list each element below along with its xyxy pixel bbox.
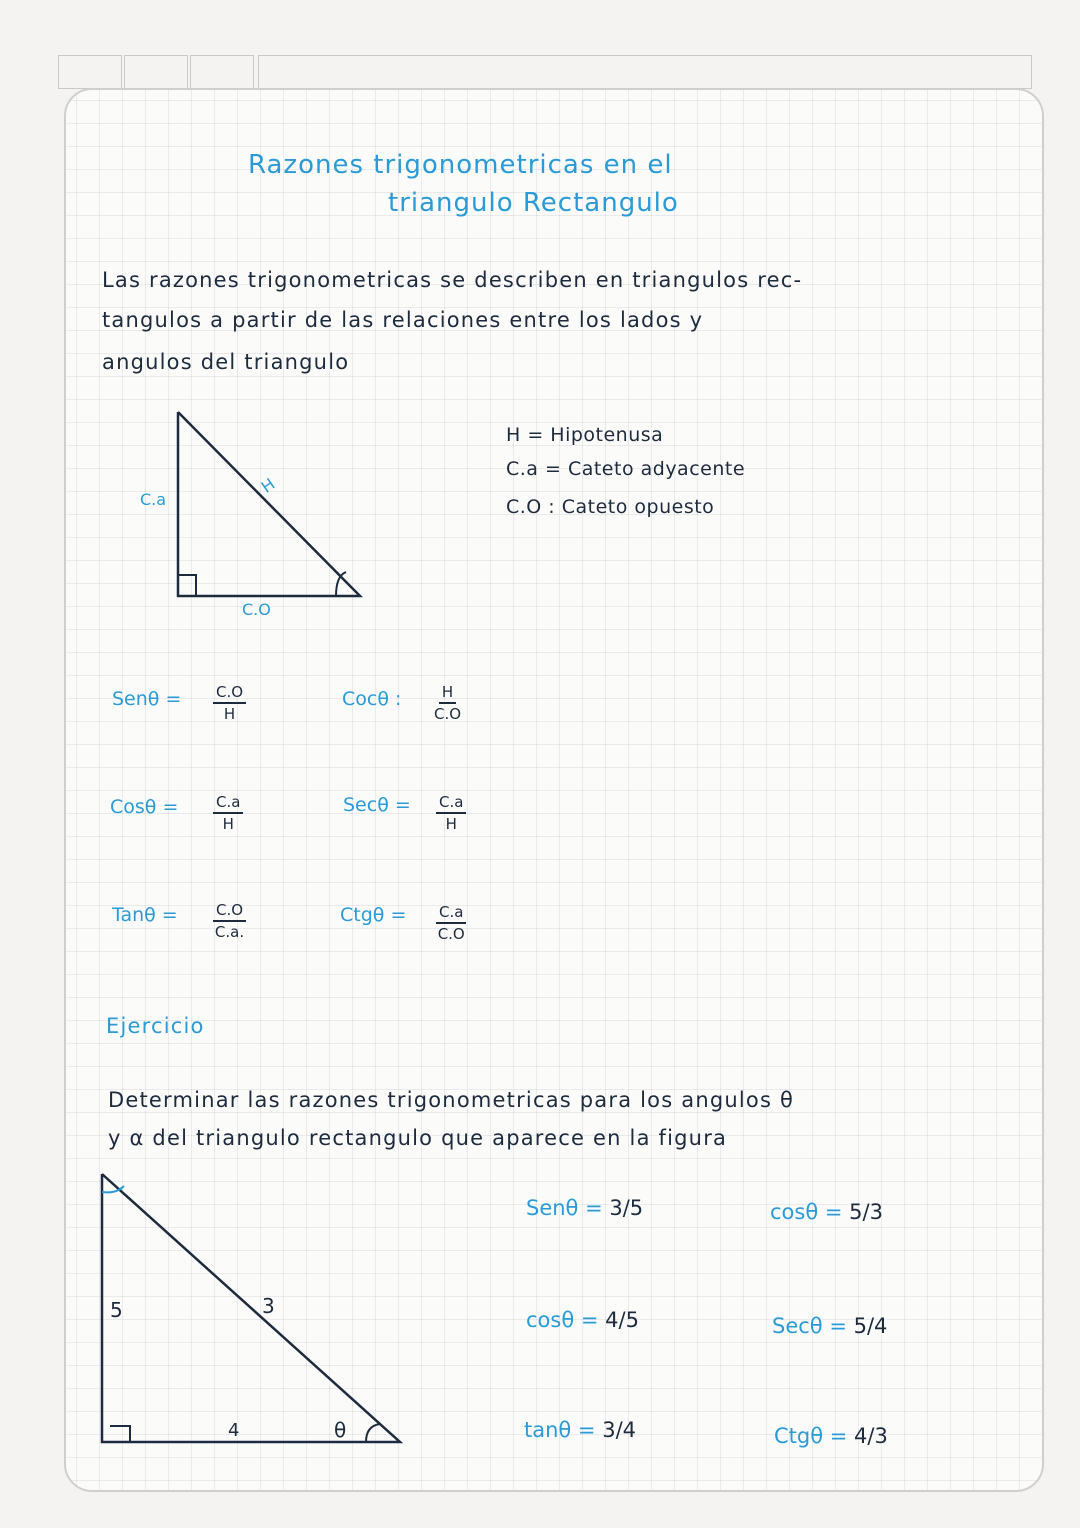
- diagram2-label-angle: θ: [334, 1418, 347, 1442]
- result-cos-2: [526, 1308, 639, 1332]
- result-sin-value: 3/5: [609, 1196, 644, 1220]
- result-tan-name: tanθ =: [524, 1418, 596, 1442]
- result-cos-2-name: cosθ =: [526, 1308, 599, 1332]
- formula-sec-num: C.a: [436, 794, 466, 814]
- formula-csc-den: C.O: [434, 705, 462, 723]
- formula-csc-name: Cocθ :: [342, 688, 402, 710]
- result-cos-2-value: 4/5: [605, 1308, 639, 1332]
- result-tan: [524, 1418, 636, 1442]
- result-sec-value: 5/4: [853, 1314, 888, 1338]
- legend-item-adj: C.a = Cateto adyacente: [506, 458, 746, 480]
- formula-tan-name: Tanθ =: [112, 904, 178, 926]
- exercise-heading: Ejercicio: [106, 1014, 205, 1038]
- formula-cos-name: Cosθ =: [110, 796, 179, 818]
- formula-sin-den: H: [223, 705, 236, 723]
- result-ctg-name: Ctgθ =: [774, 1424, 848, 1448]
- result-sin: [526, 1196, 643, 1220]
- formula-ctg-name: Ctgθ =: [340, 904, 407, 926]
- exercise-line-1: Determinar las razones trigonometricas para los angulos θ: [108, 1088, 795, 1112]
- result-sec: [772, 1314, 887, 1338]
- exercise-angle-arc: [366, 1424, 380, 1442]
- diagram2-label-vertical: 5: [110, 1298, 123, 1322]
- intro-line-3: angulos del triangulo: [102, 350, 350, 374]
- intro-line-1: Las razones trigonometricas se describen en triangulos rec-: [102, 268, 803, 292]
- formula-ctg-num: C.a: [436, 904, 466, 924]
- exercise-right-angle-mark: [110, 1426, 130, 1442]
- diagram2-label-hyp: 3: [262, 1294, 275, 1318]
- result-cos-1: [770, 1200, 883, 1224]
- formula-ctg-den: C.O: [437, 925, 465, 943]
- result-sec-name: Secθ =: [772, 1314, 847, 1338]
- result-sin-name: Senθ =: [526, 1196, 603, 1220]
- formula-cos-den: H: [222, 815, 234, 833]
- page-title-line2: triangulo Rectangulo: [388, 188, 679, 218]
- formula-sec-name: Secθ =: [343, 794, 411, 816]
- result-ctg-value: 4/3: [854, 1424, 888, 1448]
- exercise-triangle-outline: [102, 1174, 400, 1442]
- legend-item-hyp: H = Hipotenusa: [506, 424, 664, 446]
- legend-item-opp: C.O : Cateto opuesto: [506, 496, 715, 518]
- formula-tan-den: C.a.: [214, 923, 245, 941]
- intro-line-2: tangulos a partir de las relaciones entre los lados y: [102, 308, 704, 332]
- formula-tan-num: C.O: [213, 902, 246, 922]
- result-cos-1-value: 5/3: [849, 1200, 883, 1224]
- result-cos-1-name: cosθ =: [770, 1200, 843, 1224]
- formula-sec-den: H: [445, 815, 457, 833]
- formula-csc-num: H: [439, 684, 456, 704]
- formula-sin-num: C.O: [213, 684, 246, 704]
- diagram2-label-base: 4: [228, 1420, 240, 1441]
- diagram1-label-hyp: H: [257, 474, 279, 497]
- diagram1-label-adj: C.a: [140, 490, 167, 509]
- formula-sin-name: Senθ =: [112, 688, 182, 710]
- page-title-line1: Razones trigonometricas en el: [248, 150, 673, 180]
- exercise-line-2: y α del triangulo rectangulo que aparece en la figura: [108, 1126, 728, 1150]
- result-ctg: [774, 1424, 888, 1448]
- result-tan-value: 3/4: [602, 1418, 637, 1442]
- formula-cos-num: C.a: [213, 794, 243, 814]
- diagram1-label-opp: C.O: [242, 600, 271, 619]
